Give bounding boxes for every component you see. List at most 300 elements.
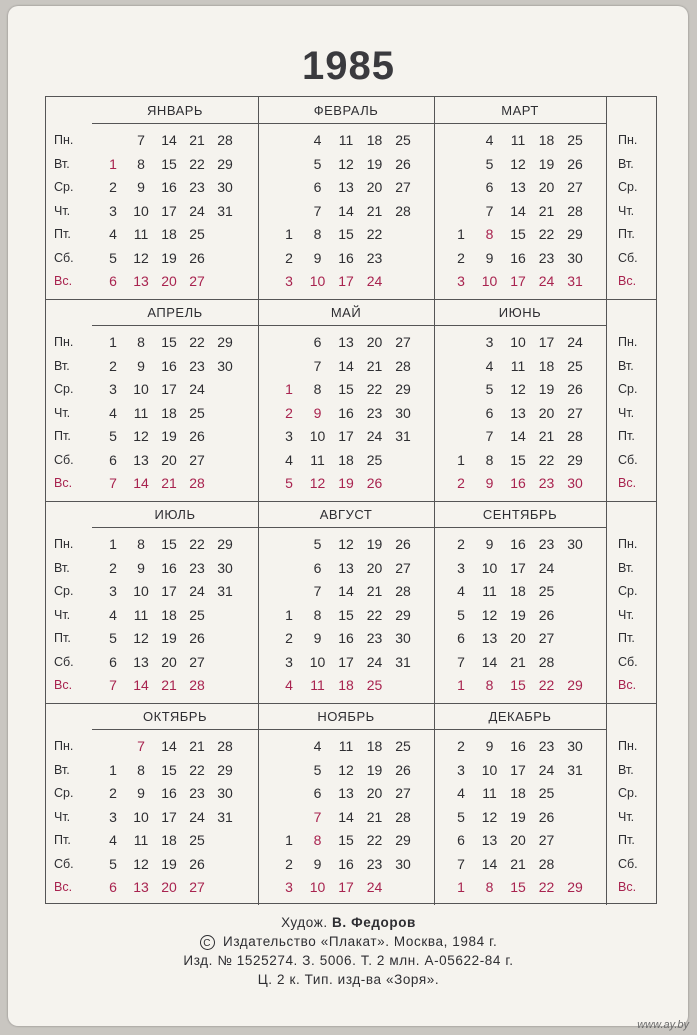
day-number: 3	[285, 273, 293, 289]
day-number: 2	[285, 404, 293, 421]
day-number: 28	[189, 475, 205, 491]
day-number: 26	[395, 155, 411, 172]
day-number: 22	[366, 832, 383, 848]
day-number: 16	[161, 559, 177, 576]
day-number: 4	[109, 606, 117, 623]
day-number: 23	[366, 630, 383, 646]
day-number: 9	[313, 855, 322, 872]
day-number: 10	[309, 879, 326, 895]
day-number: 30	[395, 630, 411, 646]
day-number: 28	[217, 132, 233, 148]
weekday-label-left: Вт.	[54, 156, 70, 171]
day-number: 3	[109, 202, 117, 219]
day-number: 17	[338, 428, 354, 444]
day-number: 30	[567, 536, 583, 552]
day-number: 22	[189, 761, 205, 778]
weekday-label-left: Вс.	[54, 476, 73, 490]
day-number: 22	[366, 606, 383, 623]
day-number: 2	[285, 249, 293, 266]
day-number: 29	[217, 761, 233, 778]
month-name: АПРЕЛЬ	[147, 305, 203, 320]
day-number: 27	[567, 404, 583, 421]
day-number: 31	[395, 653, 411, 670]
month-header-line	[258, 729, 434, 730]
day-number: 30	[567, 249, 583, 266]
day-number: 24	[189, 381, 205, 397]
day-number: 14	[133, 677, 149, 693]
day-number: 13	[481, 832, 498, 848]
day-number: 14	[338, 583, 354, 599]
day-number: 28	[217, 738, 233, 754]
day-number: 3	[109, 381, 117, 397]
day-number: 8	[137, 155, 145, 172]
day-number: 1	[457, 451, 465, 468]
weekday-label-right: Ср.	[618, 382, 638, 396]
day-number: 11	[482, 583, 497, 599]
day-number: 11	[310, 677, 325, 693]
day-number: 11	[310, 451, 325, 468]
artist-name: В. Федоров	[332, 915, 416, 930]
day-number: 4	[485, 357, 494, 374]
day-number: 4	[109, 404, 117, 421]
day-number: 7	[313, 202, 322, 219]
day-number: 15	[338, 226, 354, 242]
day-number: 18	[161, 226, 177, 242]
day-number: 14	[481, 855, 498, 872]
day-number: 12	[510, 381, 526, 397]
day-number: 1	[285, 832, 293, 848]
day-number: 13	[133, 273, 149, 289]
month-header-line	[92, 325, 258, 326]
column-separator	[434, 97, 435, 905]
day-number: 27	[395, 334, 411, 350]
day-number: 27	[395, 559, 411, 576]
weekday-label-right: Чт.	[618, 607, 635, 622]
day-number: 5	[313, 761, 322, 778]
weekday-label-right: Пт.	[618, 227, 635, 241]
day-number: 19	[161, 428, 177, 444]
day-number: 12	[133, 855, 149, 872]
day-number: 8	[485, 226, 494, 242]
day-number: 22	[538, 226, 555, 242]
day-number: 29	[395, 381, 411, 397]
day-number: 19	[366, 536, 383, 552]
day-number: 23	[189, 559, 205, 576]
day-number: 15	[161, 761, 177, 778]
day-number: 15	[510, 451, 526, 468]
day-number: 26	[567, 381, 583, 397]
day-number: 17	[338, 879, 354, 895]
day-number: 14	[161, 738, 177, 754]
day-number: 29	[567, 879, 583, 895]
day-number: 14	[481, 653, 498, 670]
day-number: 24	[189, 202, 205, 219]
day-number: 16	[338, 249, 354, 266]
day-number: 10	[481, 273, 498, 289]
day-number: 29	[567, 677, 583, 693]
month-name: МАРТ	[501, 103, 539, 118]
day-number: 3	[109, 808, 117, 825]
day-number: 21	[366, 202, 383, 219]
day-number: 19	[338, 475, 354, 491]
artist-label: Худож.	[281, 915, 328, 930]
weekday-label-right: Ср.	[618, 180, 638, 194]
day-number: 10	[309, 653, 326, 670]
day-number: 16	[510, 249, 526, 266]
day-number: 11	[133, 832, 149, 848]
day-number: 1	[285, 226, 293, 242]
day-number: 11	[338, 738, 354, 754]
day-number: 21	[366, 583, 383, 599]
day-number: 30	[217, 179, 233, 195]
day-number: 27	[189, 451, 205, 468]
day-number: 13	[133, 879, 149, 895]
credits-edition-line: Изд. № 1525274. З. 5006. Т. 2 млн. А-05622-84 г.	[183, 953, 514, 968]
day-number: 7	[485, 428, 494, 444]
quarter-separator	[46, 501, 656, 502]
weekday-label-left: Чт.	[54, 405, 71, 420]
day-number: 15	[338, 832, 354, 848]
month-name: НОЯБРЬ	[317, 709, 375, 724]
day-number: 1	[109, 761, 117, 778]
day-number: 11	[133, 226, 149, 242]
weekday-label-right: Пт.	[618, 429, 635, 443]
day-number: 14	[510, 428, 526, 444]
weekday-label-right: Ср.	[618, 786, 638, 800]
day-number: 17	[161, 583, 177, 599]
day-number: 29	[567, 226, 583, 242]
weekday-label-left: Сб.	[54, 654, 74, 669]
day-number: 5	[313, 536, 322, 552]
month-name: ОКТЯБРЬ	[143, 709, 207, 724]
day-number: 14	[338, 808, 354, 825]
day-number: 16	[338, 404, 354, 421]
day-number: 13	[133, 653, 149, 670]
weekday-label-left: Пн.	[54, 133, 74, 147]
day-number: 14	[133, 475, 149, 491]
day-number: 8	[313, 832, 322, 848]
day-number: 7	[485, 202, 494, 219]
day-number: 23	[366, 404, 383, 421]
day-number: 21	[538, 202, 555, 219]
day-number: 17	[510, 273, 526, 289]
day-number: 1	[457, 677, 465, 693]
weekday-label-right: Сб.	[618, 250, 638, 265]
day-number: 13	[510, 404, 526, 421]
day-number: 26	[189, 249, 205, 266]
day-number: 5	[457, 606, 465, 623]
day-number: 7	[313, 583, 322, 599]
day-number: 15	[338, 381, 354, 397]
day-number: 29	[395, 832, 411, 848]
column-separator	[258, 97, 259, 905]
weekday-label-left: Чт.	[54, 607, 71, 622]
day-number: 19	[366, 761, 383, 778]
weekday-label-left: Ср.	[54, 584, 74, 598]
weekday-label-left: Ср.	[54, 786, 74, 800]
weekday-label-left: Вт.	[54, 560, 70, 575]
weekday-label-right: Чт.	[618, 203, 635, 218]
day-number: 24	[366, 653, 383, 670]
weekday-label-right: Пн.	[618, 537, 638, 551]
day-number: 23	[538, 475, 555, 491]
day-number: 19	[510, 606, 526, 623]
day-number: 13	[481, 630, 498, 646]
month-header-line	[434, 123, 606, 124]
day-number: 17	[161, 808, 177, 825]
day-number: 7	[109, 677, 117, 693]
day-number: 20	[366, 334, 383, 350]
day-number: 18	[538, 357, 555, 374]
day-number: 21	[189, 132, 205, 148]
day-number: 5	[485, 155, 494, 172]
month-header-line	[92, 527, 258, 528]
day-number: 26	[395, 536, 411, 552]
day-number: 13	[338, 785, 354, 801]
weekday-label-left: Вс.	[54, 880, 73, 894]
day-number: 24	[366, 879, 383, 895]
day-number: 2	[457, 738, 465, 754]
day-number: 9	[137, 785, 145, 801]
day-number: 16	[510, 738, 526, 754]
day-number: 2	[109, 559, 117, 576]
day-number: 19	[161, 249, 177, 266]
day-number: 11	[338, 132, 354, 148]
day-number: 12	[133, 428, 149, 444]
day-number: 16	[510, 475, 526, 491]
day-number: 30	[217, 785, 233, 801]
day-number: 7	[313, 808, 322, 825]
weekday-label-left: Пт.	[54, 429, 71, 443]
day-number: 22	[189, 536, 205, 552]
day-number: 17	[510, 761, 526, 778]
day-number: 25	[366, 677, 383, 693]
weekday-label-right: Вс.	[618, 678, 637, 692]
month-name: ФЕВРАЛЬ	[313, 103, 379, 118]
day-number: 5	[457, 808, 465, 825]
weekday-label-left: Ср.	[54, 382, 74, 396]
day-number: 26	[538, 808, 555, 825]
day-number: 24	[538, 761, 555, 778]
day-number: 23	[538, 536, 555, 552]
month-name: ЯНВАРЬ	[147, 103, 203, 118]
day-number: 20	[366, 179, 383, 195]
day-number: 31	[217, 202, 233, 219]
day-number: 18	[366, 132, 383, 148]
weekday-label-right: Вт.	[618, 358, 634, 373]
weekday-label-right: Сб.	[618, 654, 638, 669]
day-number: 2	[109, 357, 117, 374]
day-number: 4	[285, 451, 293, 468]
day-number: 30	[395, 855, 411, 872]
day-number: 27	[189, 273, 205, 289]
day-number: 25	[189, 606, 205, 623]
day-number: 12	[133, 249, 149, 266]
day-number: 25	[366, 451, 383, 468]
day-number: 3	[285, 428, 293, 444]
day-number: 1	[457, 226, 465, 242]
day-number: 17	[338, 273, 354, 289]
day-number: 29	[217, 334, 233, 350]
day-number: 26	[189, 428, 205, 444]
weekday-label-left: Сб.	[54, 250, 74, 265]
day-number: 16	[338, 630, 354, 646]
day-number: 28	[567, 428, 583, 444]
credits-block	[0, 913, 697, 989]
day-number: 22	[538, 451, 555, 468]
weekday-label-left: Пт.	[54, 631, 71, 645]
publisher-text: Издательство «Плакат». Москва, 1984 г.	[223, 934, 498, 949]
day-number: 30	[395, 404, 411, 421]
weekday-label-right: Пн.	[618, 739, 638, 753]
calendar-grid	[45, 96, 657, 904]
day-number: 18	[510, 583, 526, 599]
day-number: 24	[538, 559, 555, 576]
credits-price-line: Ц. 2 к. Тип. изд-ва «Зоря».	[257, 972, 440, 987]
day-number: 3	[457, 761, 465, 778]
day-number: 10	[133, 202, 149, 219]
day-number: 12	[309, 475, 326, 491]
day-number: 20	[366, 785, 383, 801]
day-number: 20	[538, 404, 555, 421]
day-number: 6	[485, 404, 494, 421]
day-number: 14	[510, 202, 526, 219]
weekday-label-right: Чт.	[618, 809, 635, 824]
day-number: 2	[457, 249, 465, 266]
day-number: 12	[338, 536, 354, 552]
day-number: 30	[567, 738, 583, 754]
month-header-line	[434, 729, 606, 730]
day-number: 10	[133, 583, 149, 599]
day-number: 5	[285, 475, 293, 491]
day-number: 21	[510, 653, 526, 670]
day-number: 2	[109, 785, 117, 801]
day-number: 2	[109, 179, 117, 195]
day-number: 29	[217, 536, 233, 552]
weekday-label-left: Вт.	[54, 762, 70, 777]
day-number: 3	[485, 334, 494, 350]
watermark-text: www.ay.by	[637, 1019, 689, 1031]
day-number: 24	[366, 428, 383, 444]
day-number: 6	[109, 273, 117, 289]
day-number: 4	[285, 677, 293, 693]
day-number: 2	[457, 536, 465, 552]
day-number: 8	[485, 451, 494, 468]
day-number: 25	[189, 226, 205, 242]
day-number: 2	[457, 475, 465, 491]
day-number: 3	[457, 273, 465, 289]
day-number: 23	[366, 249, 383, 266]
day-number: 12	[481, 808, 498, 825]
day-number: 10	[133, 808, 149, 825]
day-number: 16	[161, 179, 177, 195]
day-number: 18	[366, 738, 383, 754]
day-number: 6	[485, 179, 494, 195]
day-number: 18	[538, 132, 555, 148]
weekday-label-left: Сб.	[54, 856, 74, 871]
day-number: 18	[161, 404, 177, 421]
weekday-label-right: Вт.	[618, 762, 634, 777]
day-number: 8	[485, 677, 494, 693]
day-number: 13	[133, 451, 149, 468]
credits-publisher-line	[0, 932, 697, 951]
day-number: 4	[109, 226, 117, 242]
day-number: 10	[481, 559, 498, 576]
day-number: 14	[338, 202, 354, 219]
day-number: 12	[338, 155, 354, 172]
day-number: 6	[457, 832, 465, 848]
day-number: 9	[485, 536, 494, 552]
copyright-icon: C	[200, 935, 215, 950]
day-number: 29	[217, 155, 233, 172]
weekday-label-right: Вт.	[618, 560, 634, 575]
day-number: 4	[457, 583, 465, 599]
day-number: 21	[161, 677, 177, 693]
day-number: 2	[285, 855, 293, 872]
day-number: 9	[485, 738, 494, 754]
day-number: 4	[457, 785, 465, 801]
weekday-label-left: Чт.	[54, 203, 71, 218]
day-number: 24	[189, 808, 205, 825]
day-number: 4	[313, 132, 322, 148]
day-number: 18	[161, 606, 177, 623]
day-number: 27	[538, 832, 555, 848]
day-number: 26	[189, 630, 205, 646]
day-number: 21	[189, 738, 205, 754]
day-number: 6	[313, 179, 322, 195]
day-number: 1	[109, 536, 117, 552]
day-number: 5	[109, 630, 117, 646]
day-number: 21	[538, 428, 555, 444]
day-number: 28	[567, 202, 583, 219]
day-number: 14	[338, 357, 354, 374]
weekday-label-right: Вс.	[618, 476, 637, 490]
day-number: 3	[285, 879, 293, 895]
day-number: 10	[309, 273, 326, 289]
day-number: 15	[161, 334, 177, 350]
day-number: 31	[567, 273, 583, 289]
day-number: 9	[313, 249, 322, 266]
day-number: 23	[189, 785, 205, 801]
weekday-label-left: Вс.	[54, 274, 73, 288]
day-number: 16	[161, 785, 177, 801]
day-number: 14	[161, 132, 177, 148]
day-number: 27	[567, 179, 583, 195]
day-number: 17	[538, 334, 555, 350]
day-number: 4	[485, 132, 494, 148]
day-number: 26	[567, 155, 583, 172]
month-name: ИЮНЬ	[498, 305, 542, 320]
day-number: 11	[133, 606, 149, 623]
day-number: 19	[538, 381, 555, 397]
day-number: 13	[338, 334, 354, 350]
weekday-label-right: Вт.	[618, 156, 634, 171]
day-number: 11	[510, 357, 526, 374]
day-number: 5	[485, 381, 494, 397]
weekday-label-left: Ср.	[54, 180, 74, 194]
day-number: 22	[366, 226, 383, 242]
day-number: 26	[366, 475, 383, 491]
day-number: 16	[338, 855, 354, 872]
weekday-label-right: Сб.	[618, 856, 638, 871]
day-number: 28	[395, 357, 411, 374]
day-number: 6	[313, 785, 322, 801]
weekday-label-left: Сб.	[54, 452, 74, 467]
day-number: 26	[395, 761, 411, 778]
weekday-label-left: Чт.	[54, 809, 71, 824]
day-number: 22	[189, 334, 205, 350]
day-number: 8	[313, 226, 322, 242]
